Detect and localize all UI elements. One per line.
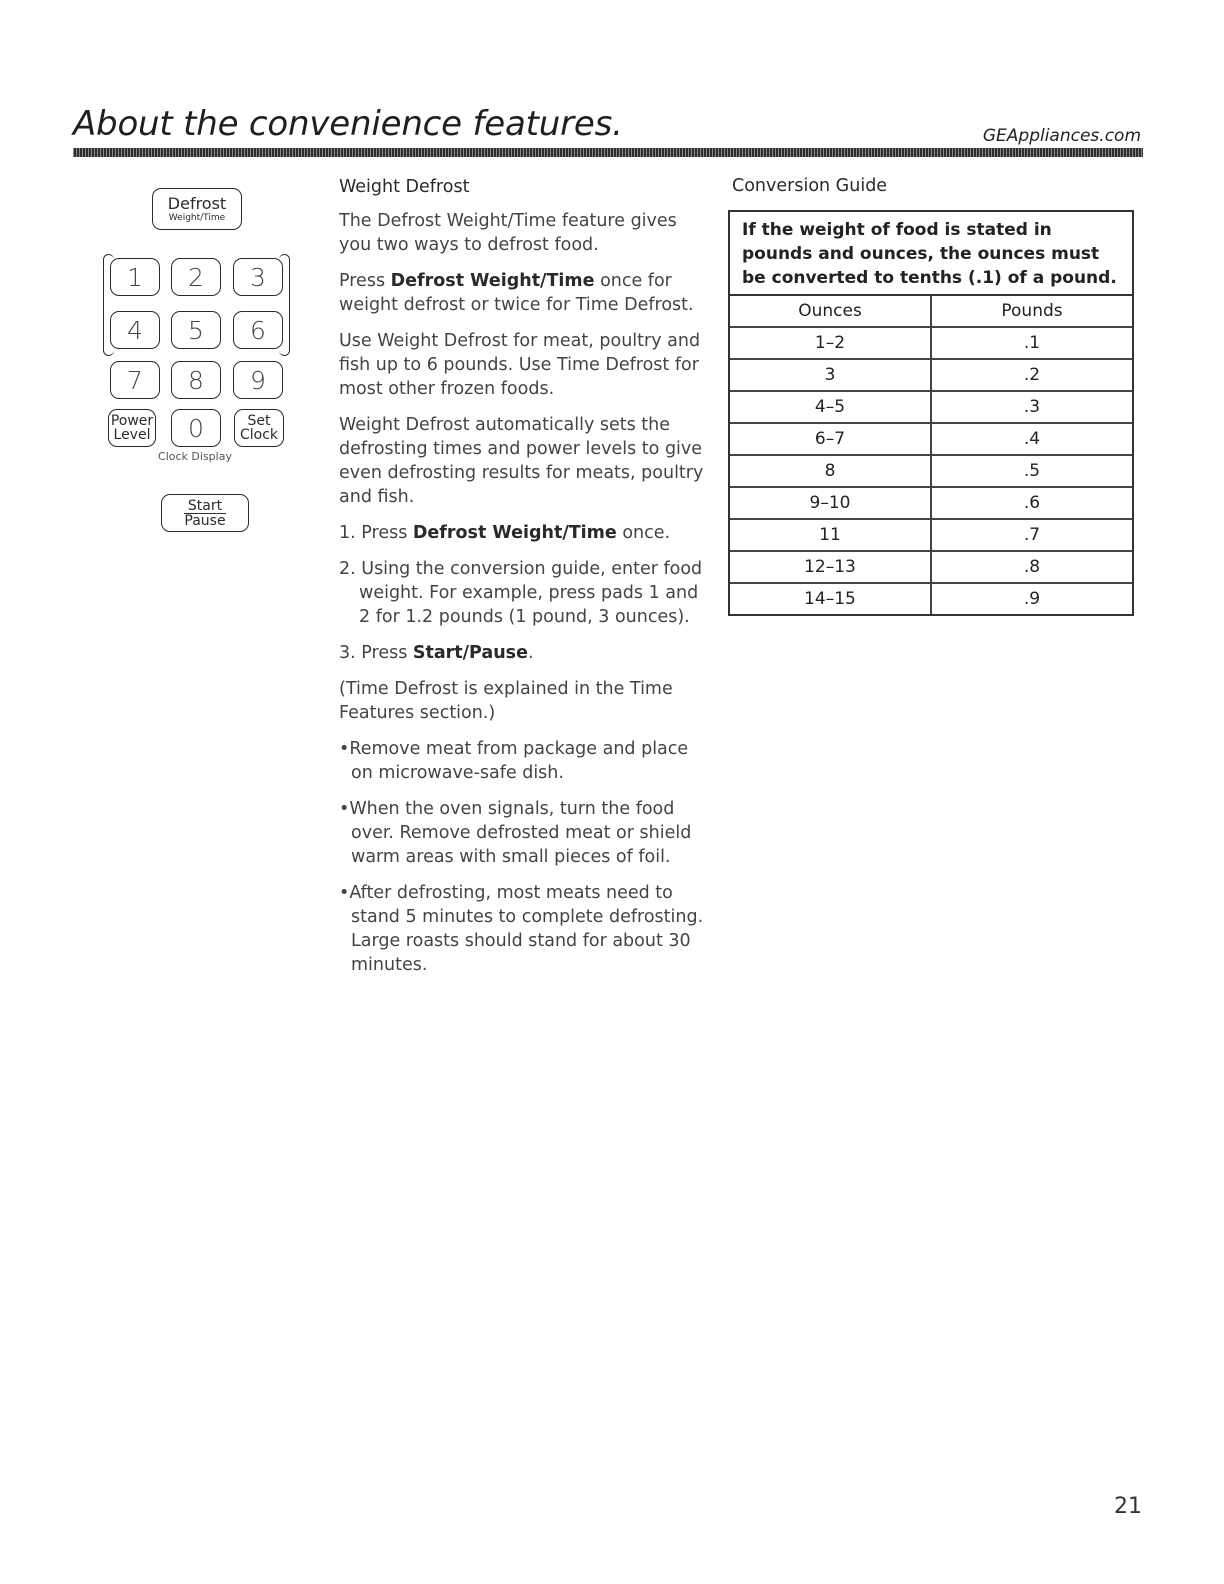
conversion-guide-section: [728, 176, 1134, 616]
press-pad-name: Defrost Weight/Time: [390, 271, 595, 291]
header-rule: [73, 148, 1143, 157]
digit-5-key[interactable]: 5: [171, 311, 221, 349]
column-header-pounds: Pounds: [1001, 301, 1063, 321]
step-1: [339, 521, 709, 545]
ounces-cell: 11: [730, 519, 931, 551]
start-key-label: Start: [184, 499, 226, 514]
ounces-cell: 14–15: [730, 583, 931, 614]
table-row: [730, 327, 1132, 359]
clock-display-label: Clock Display: [158, 450, 232, 463]
digit-7-key[interactable]: 7: [110, 361, 160, 399]
ounces-cell: 1–2: [730, 327, 931, 359]
pause-key-label: Pause: [184, 512, 226, 529]
pounds-cell: .9: [931, 583, 1132, 614]
set-key-label: Set: [247, 413, 271, 429]
table-row: [730, 423, 1132, 455]
table-row: [730, 359, 1132, 391]
column-header-ounces: Ounces: [730, 296, 931, 327]
use-paragraph: Use Weight Defrost for meat, poultry and fish up to 6 pounds. Use Time Defrost for most other frozen foods.: [339, 331, 701, 399]
keypad-illustration: [100, 188, 295, 548]
digit-8-key[interactable]: 8: [171, 361, 221, 399]
step1-suffix: once.: [616, 523, 671, 543]
page-number: 21: [1114, 1494, 1142, 1519]
set-clock-key[interactable]: [234, 409, 284, 447]
step3-prefix: 3. Press: [339, 643, 413, 663]
pounds-cell: .3: [931, 391, 1132, 423]
conversion-table-box: [728, 210, 1134, 616]
table-row: [730, 455, 1132, 487]
digit-9-key[interactable]: 9: [233, 361, 283, 399]
digit-1-key[interactable]: 1: [110, 258, 160, 296]
bullet-item: •When the oven signals, turn the food over. Remove defrosted meat or shield warm areas with small pieces of foil.: [339, 799, 692, 867]
step-3: [339, 641, 709, 665]
page-header: [73, 104, 1143, 158]
ounces-cell: 12–13: [730, 551, 931, 583]
pounds-cell: .5: [931, 455, 1132, 487]
bullet-text: After defrosting, most meats need to stand 5 minutes to complete defrosting. Large roasts should stand for about 30 minutes.: [349, 883, 704, 975]
power-key-label: Power: [110, 413, 154, 429]
page-title: About the convenience features.: [73, 104, 623, 144]
digit-0-key[interactable]: 0: [171, 409, 221, 447]
table-row: [730, 391, 1132, 423]
power-key-sublabel: Level: [113, 427, 151, 443]
press-prefix: Press: [339, 271, 391, 291]
pounds-cell: .2: [931, 359, 1132, 391]
power-level-key[interactable]: [108, 409, 156, 447]
ounces-cell: 3: [730, 359, 931, 391]
step3-suffix: .: [527, 643, 534, 663]
bullet-item: •Remove meat from package and place on microwave-safe dish.: [339, 739, 689, 783]
bullet-text: Remove meat from package and place on microwave-safe dish.: [349, 739, 689, 783]
step1-pad-name: Defrost Weight/Time: [412, 523, 617, 543]
ounces-cell: 9–10: [730, 487, 931, 519]
auto-paragraph: Weight Defrost automatically sets the defrosting times and power levels to give even defrosting results for meats, poultry and fish.: [339, 415, 704, 507]
weight-defrost-section: [339, 175, 709, 989]
start-pause-key[interactable]: [161, 494, 249, 532]
defrost-key-sublabel: Weight/Time: [168, 212, 226, 223]
digit-3-key[interactable]: 3: [233, 258, 283, 296]
conversion-table: [730, 296, 1132, 614]
pounds-cell: .6: [931, 487, 1132, 519]
bullet-item: •After defrosting, most meats need to stand 5 minutes to complete defrosting. Large roasts should stand for about 30 minutes.: [339, 883, 704, 975]
website-url: GEAppliances.com: [982, 126, 1141, 146]
step1-prefix: 1. Press: [339, 523, 413, 543]
table-row: [730, 519, 1132, 551]
pounds-cell: .7: [931, 519, 1132, 551]
intro-paragraph: The Defrost Weight/Time feature gives you two ways to defrost food.: [339, 211, 677, 255]
ounces-cell: 4–5: [730, 391, 931, 423]
defrost-key-label: Defrost: [167, 193, 227, 213]
ounces-cell: 6–7: [730, 423, 931, 455]
clock-key-label: Clock: [239, 427, 279, 443]
bullet-text: When the oven signals, turn the food over. Remove defrosted meat or shield warm areas with small pieces of foil.: [349, 799, 692, 867]
conversion-table-body: [730, 327, 1132, 614]
step3-pad-name: Start/Pause: [412, 643, 528, 663]
table-header-row: [730, 296, 1132, 327]
table-row: [730, 583, 1132, 614]
ounces-cell: 8: [730, 455, 931, 487]
digit-6-key[interactable]: 6: [233, 311, 283, 349]
defrost-weight-time-key[interactable]: [152, 188, 242, 230]
digit-4-key[interactable]: 4: [110, 311, 160, 349]
table-row: [730, 487, 1132, 519]
weight-defrost-heading: Weight Defrost: [339, 177, 470, 197]
step-2: 2. Using the conversion guide, enter food weight. For example, press pads 1 and 2 for 1.2 pounds (1 pound, 3 ounces).: [339, 559, 703, 627]
pounds-cell: .1: [931, 327, 1132, 359]
table-row: [730, 551, 1132, 583]
press-suffix: once for weight defrost or twice for Time Defrost.: [339, 271, 694, 315]
time-defrost-note: (Time Defrost is explained in the Time Features section.): [339, 679, 673, 723]
press-paragraph: [339, 269, 709, 317]
pounds-cell: .4: [931, 423, 1132, 455]
pounds-cell: .8: [931, 551, 1132, 583]
digit-2-key[interactable]: 2: [171, 258, 221, 296]
conversion-guide-heading: Conversion Guide: [732, 176, 888, 196]
conversion-note: If the weight of food is stated in pounds and ounces, the ounces must be converted to tenths (.1) of a pound.: [730, 212, 1132, 296]
